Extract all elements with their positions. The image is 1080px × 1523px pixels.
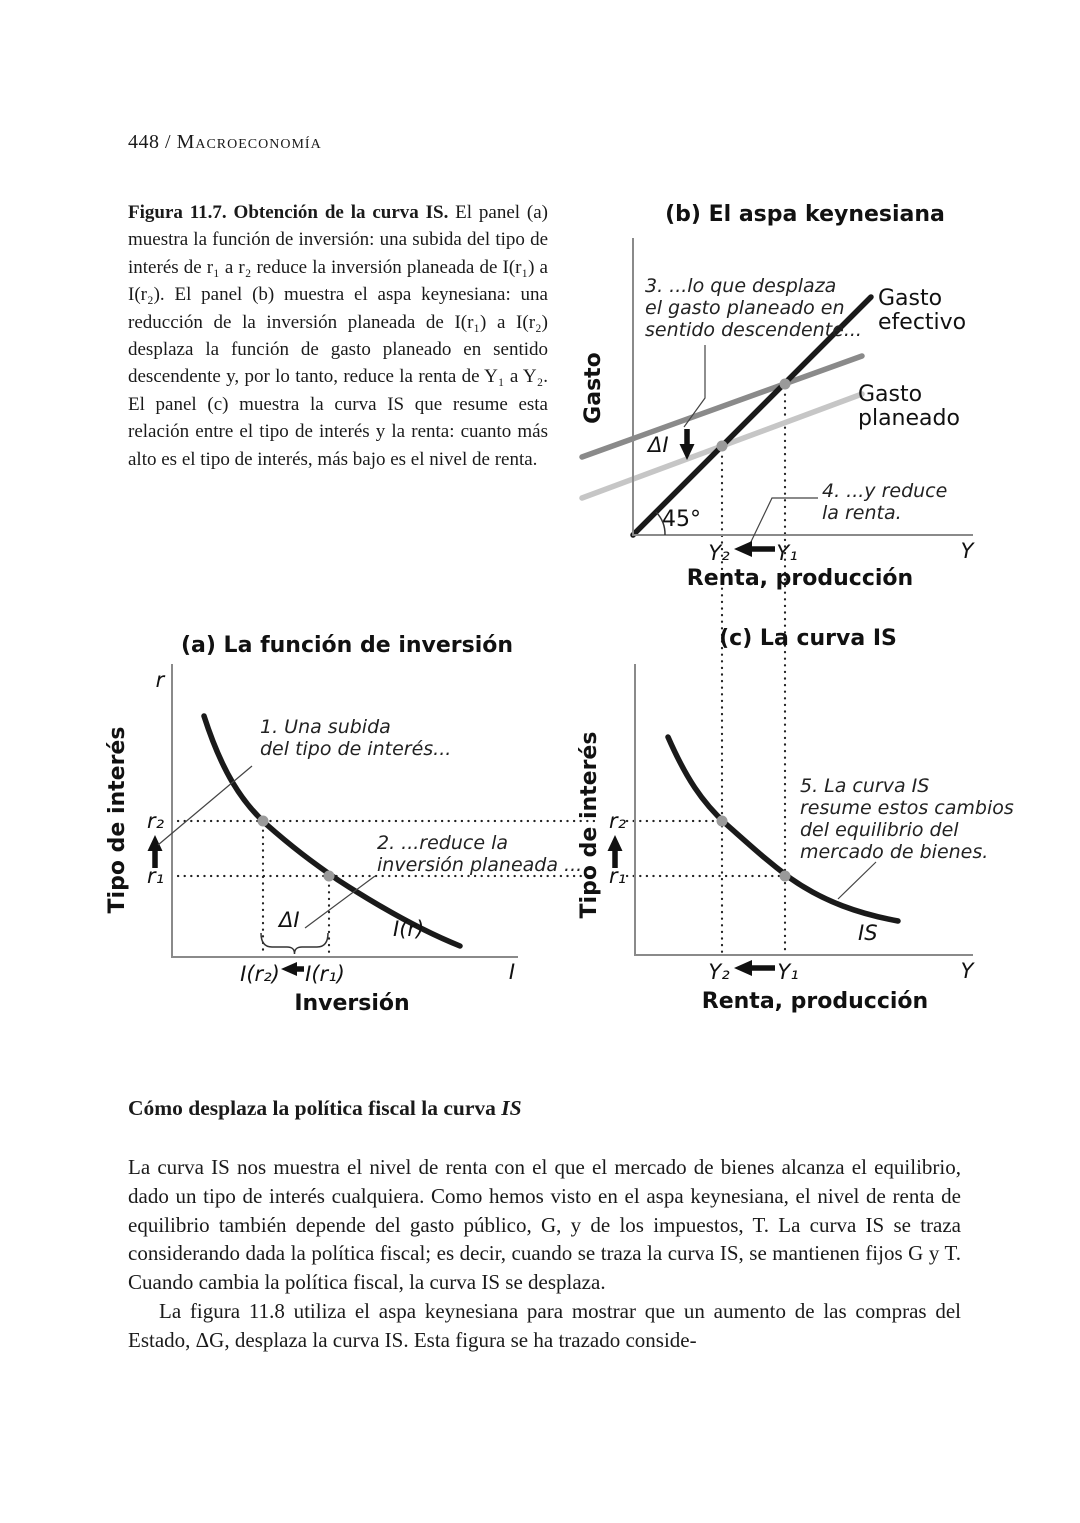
planned-expenditure-label-1: Gasto [858,382,923,407]
panel-c-r2-label: r₂ [608,809,626,833]
panel-c-tick-y1: Y₁ [777,960,799,984]
panel-c-r1-label: r₁ [608,864,626,888]
delta-i-label-a: ΔI [279,908,300,932]
paragraph-1: La curva IS nos muestra el nivel de renta con el que el mercado de bienes alcanza el equilibrio, dado un tipo de interés cualquiera. Como hemos visto en el aspa keynesiana, el nivel de renta de equilibrio también depende del gasto público, G, y de los impuestos, T. La curva IS se traza considerando dada la política fiscal; es decir, cuando se traza la curva IS, se mantienen fijos G y T. Cuando cambia la política fiscal, la curva IS se desplaza. [128,1155,961,1295]
panel-c-x-axis-label: Renta, producción [701,989,929,1014]
note-2-line-1: 2. ...reduce la [377,832,508,854]
panel-a-x-axis-letter: I [508,960,516,984]
note-5-line-2: resume estos cambios [800,797,1014,819]
panel-a-r2-label: r₂ [146,809,164,833]
panel-b-x-axis-letter: Y [960,539,974,563]
panel-a-tick-ir1: I(r₁) [305,962,345,986]
page-number: 448 [128,131,160,153]
panel-a-tick-ir2: I(r₂) [240,962,280,986]
panel-a-r1-label: r₁ [146,864,164,888]
delta-i-brace [261,933,328,954]
body-text [128,1153,961,1355]
is-point-r1-y1 [780,871,791,882]
note-4-line-1: 4. ...y reduce [822,480,948,502]
figure-caption-lead: Figura 11.7. Obtención de la curva IS. [128,202,449,223]
note-3-line-2: el gasto planeado en [645,297,845,319]
actual-expenditure-label-1: Gasto [878,286,943,311]
section-heading-italic: IS [501,1096,522,1120]
note-1-line-2: del tipo de interés... [260,738,452,760]
note-2-line-2: inversión planeada ... [377,854,583,876]
point-r1-ir1 [324,871,335,882]
book-title: Macroeconomía [176,131,322,153]
panel-c-tick-y2: Y₂ [708,960,730,984]
panel-b-x-axis-label: Renta, producción [686,566,914,591]
panel-b-y-axis-label: Gasto [581,352,606,424]
panel-c-y-axis-label: Tipo de interés [577,731,602,919]
note-1-line-1: 1. Una subida [260,716,391,738]
point-r2-ir2 [258,816,269,827]
header-separator: / [159,131,177,153]
figure-caption-body: El panel (a) muestra la función de inversión: una subida del tipo de interés de r₁ a r₂ reduce la inversión planeada de I(r₁) a I(r₂). El panel (b) muestra el aspa keynesiana: una reducción de la inversión planeada de I(r₁) a I(r₂) desplaza la función de gasto planeado en sentido descendente y, por lo tanto, reduce la renta de Y₁ a Y₂. El panel (c) muestra la curva IS que resume esta relación entre el tipo de interés y la renta: cuanto más alto es el tipo de interés, más bajo es el nivel de renta. [128,202,548,470]
investment-curve-label: I(r) [393,917,425,941]
panel-a-axes [172,664,518,957]
is-curve-label: IS [858,921,878,945]
panel-c-shift-arrowhead [734,960,752,976]
delta-i-label-b: ΔI [648,433,669,457]
panel-b-tick-y2: Y₂ [708,541,730,565]
angle-45-label: 45° [662,507,701,532]
panel-c-x-axis-letter: Y [960,959,974,983]
panel-b-shift-arrowhead [734,541,752,557]
note-3-line-1: 3. ...lo que desplaza [645,275,837,297]
panel-c-is-curve [577,626,1014,1014]
note-5-line-4: mercado de bienes. [800,841,989,863]
note-5-line-3: del equilibrio del [800,819,959,841]
panel-a-shift-arrowhead [281,962,297,976]
note-5-line-1: 5. La curva IS [800,775,930,797]
note-4-line-2: la renta. [822,502,902,524]
panel-a-y-axis-label: Tipo de interés [105,726,130,914]
panel-b-title: (b) El aspa keynesiana [665,202,945,227]
planned-expenditure-label-2: planeado [858,406,960,431]
panel-a-x-axis-label: Inversión [294,991,410,1016]
panel-a-y-axis-letter: r [155,668,165,692]
actual-expenditure-label-2: efectivo [878,310,967,335]
section-heading [128,1096,522,1121]
panel-a-investment-function [105,633,781,1016]
equilibrium-dot-old [780,379,791,390]
panel-a-title: (a) La función de inversión [180,633,514,658]
paragraph-2: La figura 11.8 utiliza el aspa keynesiana para mostrar que un aumento de las compras del Estado, ΔG, desplaza la curva IS. Esta figura se ha trazado conside- [128,1298,961,1352]
panel-b-tick-y1: Y₁ [776,541,798,565]
section-heading-text: Cómo desplaza la política fiscal la curva [128,1096,502,1120]
note-5-leader-line [838,862,876,899]
panel-c-title: (c) La curva IS [719,626,897,651]
equilibrium-dot-new [717,441,728,452]
note-3-line-3: sentido descendente... [645,319,862,341]
panel-c-rate-up-arrowhead [608,835,623,851]
is-point-r2-y2 [717,816,728,827]
